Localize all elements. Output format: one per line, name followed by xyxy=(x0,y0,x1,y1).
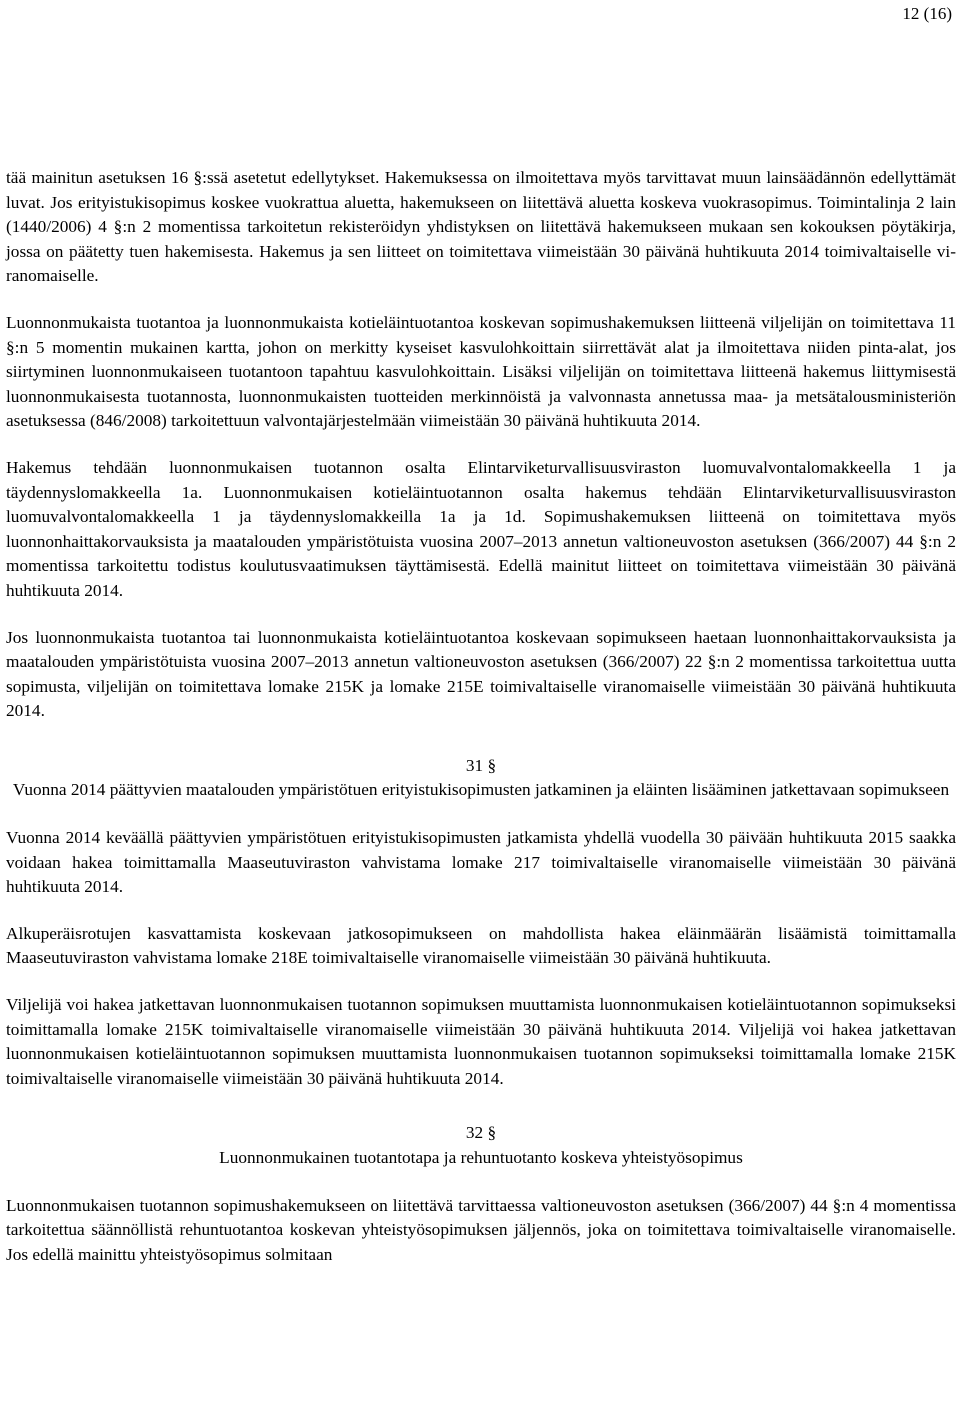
paragraph: tää mainitun asetuksen 16 §:ssä asetetut edellytykset. Hakemuksessa on ilmoitettava myös tarvittavat muun lainsäädännön edellyttämät luvat. Jos erityistukisopimus koskee vuokrattua aluetta, hakemukseen on liitettävä aluetta koskeva vuokrasopimus. Toimintalinja 2 lain (1440/2006) 4 §:n 2 momentissa tarkoitetun rekisteröidyn yhdistyksen on liitettävä hakemukseen mukaan sen kokouksen pöytäkirja, jossa on päätetty tuen hakemisesta. Hakemus ja sen liitteet on toimitettava viimeistään 30 päivänä huhtikuuta 2014 toimivaltaiselle viranomaiselle. xyxy=(6,168,956,286)
page-number: 12 (16) xyxy=(902,4,952,23)
paragraph: Luonnonmukaista tuotantoa ja luonnonmukaista kotieläintuotantoa koskevan sopimushakemuksen liitteenä viljelijän on toimitettava 11 §:n 5 momentin mukainen kartta, johon on merkitty kyseiset kasvulohkoittain siirrettävät alat ja ilmoitettava niiden pinta-alat, jos siirtyminen luonnonmukaiseen tuotantoon tapahtuu kasvulohkoittain. Lisäksi viljelijän on toimitettava liitteenä hakemus liittymisestä luonnonmukaisesta tuotannosta, luonnonmukaisten tuotteiden merkinnöistä ja valvonnasta annetussa maa- ja metsätalousministeriön asetuksessa (846/2008) tarkoitettuun valvontajärjestelmään viimeistään 30 päivänä huhtikuuta 2014. xyxy=(6,312,956,431)
paragraph: Hakemus tehdään luonnonmukaisen tuotannon osalta Elintarviketurvallisuusviraston luomuvalvontalomakkeella 1 ja täydennyslomakkeella 1a. Luonnonmukaisen kotieläintuotannon osalta hakemus tehdään Elintarviketurvallisuusviraston luomuvalvontalomakkeella 1 ja täydennyslomakkeilla 1a ja 1d. Sopimushakemuksen liitteenä on toimitettava myös luonnonhaittakorvauksista ja maatalouden ympäristötuista vuosina 2007–2013 annetun valtioneuvoston asetuksen (366/2007) 44 §:n 2 momentissa tarkoitettu todistus koulutusvaatimuksen täyttämisestä. Edellä mainitut liitteet on toimitettava viimeistään 30 päivänä huhtikuuta 2014. xyxy=(6,457,956,600)
paragraph: Luonnonmukaisen tuotannon sopimushakemukseen on liitettävä tarvittaessa valtioneuvoston asetuksen (366/2007) 44 §:n 4 momentissa tarkoitettua säännöllistä rehuntuotantoa koskevan yhteistyösopimuksen jäljennös, joka on toimitettava toimivaltaiselle viranomaiselle. Jos edellä mainittu yhteistyösopimus solmitaan xyxy=(6,1195,956,1264)
section-title: Luonnonmukainen tuotantotapa ja rehuntuotanto koskeva yhteistyösopimus xyxy=(219,1148,743,1167)
section-number: 32 § xyxy=(465,1123,497,1143)
section-title: Vuonna 2014 päättyvien maatalouden ympäristötuen erityistukisopimusten jatkaminen ja eläinten lisääminen jatkettavaan sopimukseen xyxy=(12,780,950,800)
document-body xyxy=(6,166,956,1289)
section-heading-32 xyxy=(6,1121,956,1170)
paragraph: Vuonna 2014 keväällä päättyvien ympäristötuen erityistukisopimusten jatkamista yhdellä vuodella 30 päivään huhtikuuta 2015 saakka voidaan hakea toimittamalla Maaseutuviraston vahvistama lomake 217 toimivaltaiselle viranomaiselle viimeistään 30 päivänä huhtikuuta 2014. xyxy=(6,828,956,897)
section-number: 31 § xyxy=(465,755,497,775)
paragraph: Viljelijä voi hakea jatkettavan luonnonmukaisen tuotannon sopimuksen muuttamista luonnonmukaisen kotieläintuotannon sopimukseksi toimittamalla lomake 215K toimivaltaiselle viranomaiselle viimeistään 30 päivänä huhtikuuta 2014. Viljelijä voi hakea jatkettavan luonnonmukaisen kotieläintuotannon sopimuksen muuttamista luonnonmukaisen tuotannon sopimukseksi toimittamalla lomake 215K toimivaltaiselle viranomaiselle viimeistään 30 päivänä huhtikuuta 2014. xyxy=(6,995,956,1088)
section-heading-31 xyxy=(6,754,956,803)
paragraph: Jos luonnonmukaista tuotantoa tai luonnonmukaista kotieläintuotantoa koskevaan sopimukseen haetaan luonnonhaittakorvauksista ja maatalouden ympäristötuista vuosina 2007–2013 annetun valtioneuvoston asetuksen (366/2007) 22 §:n 2 momentissa tarkoitettua uutta sopimusta, viljelijän on toimitettava lomake 215K ja lomake 215E toimivaltaiselle viranomaiselle viimeistään 30 päivänä huhtikuuta 2014. xyxy=(6,627,956,721)
paragraph: Alkuperäisrotujen kasvattamista koskevaan jatkosopimukseen on mahdollista hakea eläinmäärän lisäämistä toimittamalla Maaseutuviraston vahvistama lomake 218E toimivaltaiselle viranomaiselle viimeistään 30 päivänä huhtikuuta. xyxy=(6,923,956,968)
